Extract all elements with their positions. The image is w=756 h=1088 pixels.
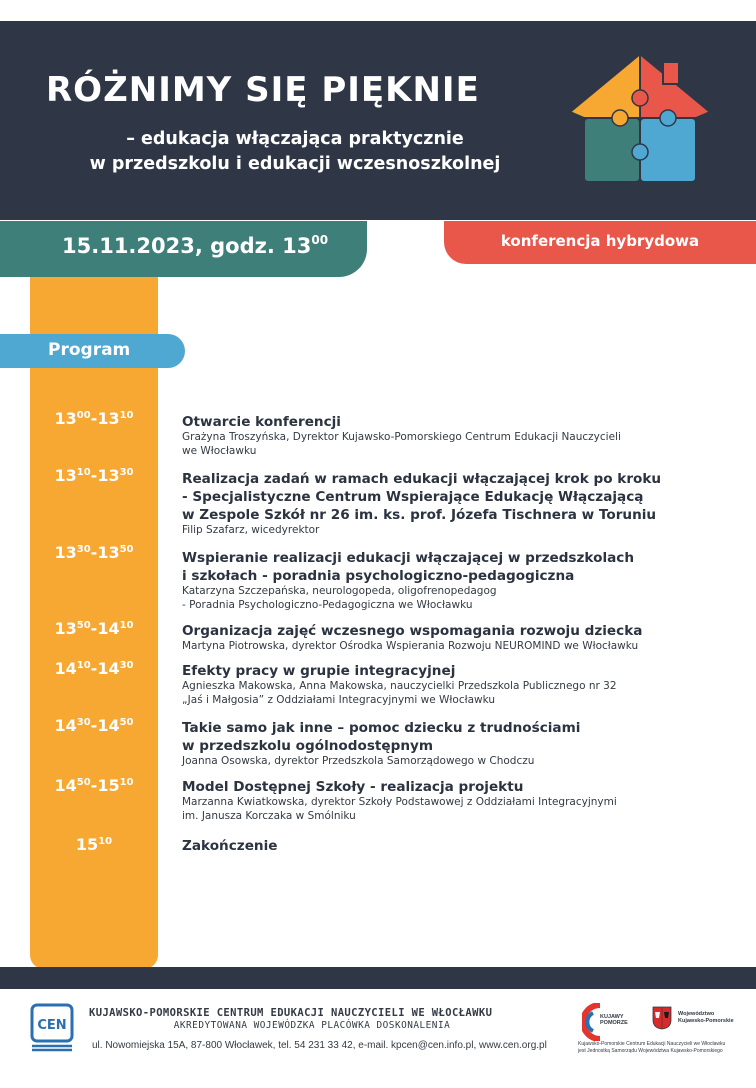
agenda-item <box>182 778 742 823</box>
agenda-item-title: Organizacja zajęć wczesnego wspomagania rozwoju dziecka <box>182 623 643 639</box>
agenda-item <box>182 470 742 538</box>
agenda-time: $15^{10}$ <box>75 835 113 854</box>
agenda-time: $13^{50}-14^{10}$ <box>54 619 134 638</box>
org-accreditation: AKREDYTOWANA WOJEWÓDZKA PLACÓWKA DOSKONALENIA <box>173 1020 451 1031</box>
agenda-item-speaker: „Jaś i Małgosia” z Oddziałami Integracyjnymi we Włocławku <box>182 693 496 706</box>
kujawy-pomorze-text: KUJAWY POMORZE <box>600 1014 628 1026</box>
agenda-item-speaker: Katarzyna Szczepańska, neurologopeda, oligofrenopedagog <box>182 585 497 597</box>
agenda-item-title: i szkołach - poradnia psychologiczno-pedagogiczna <box>182 568 575 584</box>
program-label: Program <box>48 340 131 360</box>
agenda-time: $13^{10}-13^{30}$ <box>54 466 134 485</box>
puzzle-house-icon <box>564 48 716 190</box>
page-title: RÓŻNIMY SIĘ PIĘKNIE <box>46 70 480 110</box>
agenda-item-title: Takie samo jak inne – pomoc dziecku z trudnościami <box>182 720 581 736</box>
org-name: KUJAWSKO-POMORSKIE CENTRUM EDUKACJI NAUCZYCIELI WE WŁOCŁAWKU <box>89 1007 493 1019</box>
agenda-item-speaker: Agnieszka Makowska, Anna Makowska, nauczycielki Przedszkola Publicznego nr 32 <box>182 680 617 692</box>
agenda-item-title: Efekty pracy w grupie integracyjnej <box>182 663 456 679</box>
agenda-item <box>182 549 742 612</box>
agenda-item-speaker: Marzanna Kwiatkowska, dyrektor Szkoły Podstawowej z Oddziałami Integracyjnymi <box>182 796 617 808</box>
agenda-item <box>182 413 742 458</box>
agenda-item-speaker: - Poradnia Psychologiczno-Pedagogiczna we Włocławku <box>182 598 473 611</box>
agenda-time: $14^{30}-14^{50}$ <box>54 716 134 735</box>
voivodeship-name: Województwo Kujawsko-Pomorskie <box>678 1011 734 1024</box>
agenda-item-speaker: Martyna Piotrowska, dyrektor Ośrodka Wspierania Rozwoju NEUROMIND we Włocławku <box>182 640 639 652</box>
cen-logo-text: CEN <box>37 1018 67 1033</box>
subtitle-line-2: w przedszkolu i edukacji wczesnoszkolnej <box>89 154 501 174</box>
agenda-item-title: Model Dostępnej Szkoły - realizacja projektu <box>182 779 524 795</box>
subtitle-line-1: – edukacja włączająca praktycznie <box>126 129 464 149</box>
agenda-item <box>182 837 742 855</box>
voivodeship-crest-icon <box>652 1006 672 1030</box>
agenda-item-speaker: Joanna Osowska, dyrektor Przedszkola Samorządowego w Chodczu <box>182 755 535 767</box>
agenda-item-title: Realizacja zadań w ramach edukacji włączającej krok po kroku <box>182 471 662 487</box>
agenda-item-title: - Specjalistyczne Centrum Wspierające Edukację Włączającą <box>182 489 644 505</box>
org-contact: ul. Nowomiejska 15A, 87-800 Włocławek, tel. 54 231 33 42, e-mail. kpcen@cen.info.pl, www.cen.org.pl <box>92 1040 547 1051</box>
footer-caption: Kujawsko-Pomorskie Centrum Edukacji Nauczycieli we Włocławku jest Jednostką Samorządu Województwa Kujawsko-Pomorskiego <box>578 1041 726 1054</box>
agenda-item-title: w Zespole Szkół nr 26 im. ks. prof. Józefa Tischnera w Toruniu <box>182 507 657 523</box>
agenda-item <box>182 719 742 769</box>
agenda-item-title: Zakończenie <box>182 838 278 854</box>
agenda-time: $13^{30}-13^{50}$ <box>54 543 134 562</box>
agenda-item-speaker: Filip Szafarz, wicedyrektor <box>182 524 320 536</box>
agenda-item-title: w przedszkolu ogólnodostępnym <box>182 738 434 754</box>
agenda-item-title: Wspieranie realizacji edukacji włączającej w przedszkolach <box>182 550 635 566</box>
agenda-time: $14^{10}-14^{30}$ <box>54 659 134 678</box>
format-badge-label: konferencja hybrydowa <box>500 232 700 250</box>
agenda-item-title: Otwarcie konferencji <box>182 414 341 430</box>
agenda-time: $14^{50}-15^{10}$ <box>54 776 134 795</box>
footer-band <box>0 967 756 989</box>
agenda-item <box>182 662 742 707</box>
agenda-item-speaker: im. Janusza Korczaka w Smólniku <box>182 809 356 822</box>
event-date: 15.11.2023, godz. $13^{00}$ <box>62 233 329 258</box>
agenda-time: $13^{00}-13^{10}$ <box>54 409 134 428</box>
agenda-item-speaker: Grażyna Troszyńska, Dyrektor Kujawsko-Pomorskiego Centrum Edukacji Nauczycieli <box>182 431 621 443</box>
agenda-item <box>182 622 742 654</box>
agenda-item-speaker: we Włocławku <box>182 444 257 457</box>
